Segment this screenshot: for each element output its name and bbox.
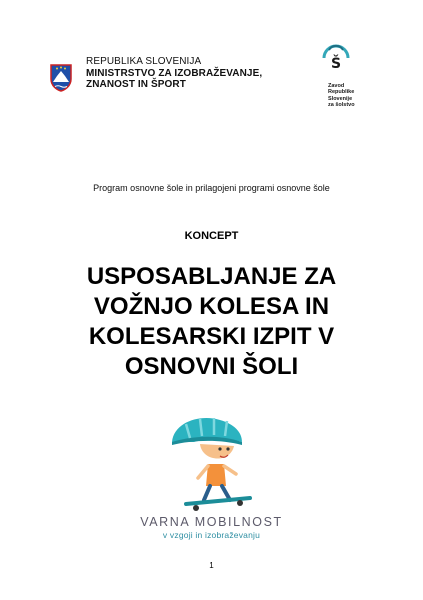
- zavod-line-1: Zavod: [328, 83, 345, 89]
- zavod-logo-block: [318, 42, 358, 109]
- brand-name: VARNA MOBILNOST: [140, 515, 283, 529]
- page-number: 1: [209, 561, 214, 570]
- title-line-4: OSNOVNI ŠOLI: [124, 353, 299, 380]
- ministry-line-1: REPUBLIKA SLOVENIJA: [86, 56, 202, 67]
- program-subtitle: Program osnovne šole in prilagojeni programi osnovne šole: [93, 183, 330, 193]
- title-line-2: VOŽNJO KOLESA IN: [93, 293, 330, 320]
- slovenia-coat-of-arms-icon: [50, 64, 72, 92]
- title-line-1: USPOSABLJANJE ZA: [86, 263, 337, 290]
- zavod-line-3: Slovenije: [328, 95, 353, 102]
- ministry-line-2: MINISTRSTVO ZA IZOBRAŽEVANJE,: [86, 67, 263, 79]
- document-label: KONCEPT: [184, 230, 239, 242]
- document-title: [40, 262, 383, 382]
- ministry-line-3: ZNANOST IN ŠPORT: [86, 79, 186, 90]
- ministry-name: [86, 56, 262, 91]
- zavod-name: [328, 83, 358, 109]
- skateboarder-illustration-icon: [160, 412, 270, 514]
- zavod-logo-letter: Š: [330, 56, 342, 72]
- zavod-line-4: za šolstvo: [328, 102, 355, 109]
- brand-subtitle: v vzgoji in izobraževanju: [162, 530, 261, 540]
- title-line-3: KOLESARSKI IZPIT V: [88, 323, 335, 350]
- zavod-logo-icon: [318, 42, 354, 82]
- ministry-header: [50, 56, 262, 92]
- brand-block: [0, 515, 423, 540]
- zavod-line-2: Republike: [328, 89, 355, 96]
